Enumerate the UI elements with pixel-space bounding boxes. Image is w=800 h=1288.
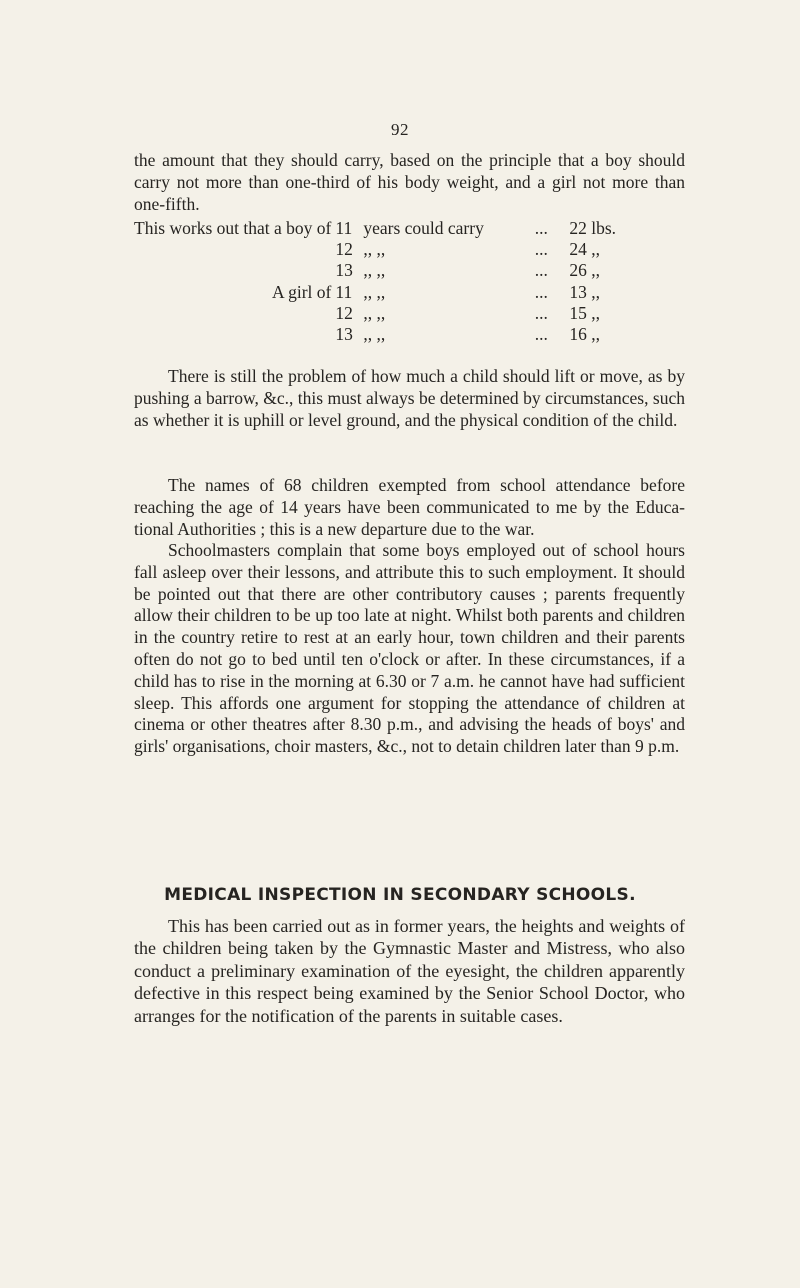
row-description: years could carry [363, 218, 484, 238]
weights-row [134, 303, 616, 324]
row-weight: 26 ,, [569, 260, 600, 281]
weights-row [134, 324, 616, 345]
row-leader-dots: ... [534, 281, 548, 302]
row-weight: 13 ,, [569, 281, 600, 302]
row-description: ,, ,, [363, 302, 386, 323]
row-description: ,, ,, [363, 281, 386, 302]
row-age: 11 [335, 218, 353, 238]
row-weight: 15 ,, [569, 302, 600, 323]
row-description: ,, ,, [363, 239, 386, 260]
row-lead-text [134, 324, 335, 345]
row-age: 13 [335, 324, 353, 345]
row-description: ,, ,, [363, 324, 386, 345]
weights-table [134, 218, 616, 345]
intro-paragraph: the amount that they should carry, based on the principle that a boy should carry not more than one-third of his body weight, and a girl not more than one-fifth. [134, 150, 685, 214]
medical-inspection-paragraph: This has been carried out as in former years, the heights and weights of the children being taken by the Gymnastic Master and Mistress, who also conduct a preliminary examination of the eyesight, the children apparently defective in this respect being examined by the Senior School Doctor, who arranges for the notification of the parents in suitable cases. [134, 916, 685, 1026]
page-number: 92 [391, 120, 409, 139]
row-leader-dots: ... [534, 302, 548, 323]
row-age: 13 [335, 260, 353, 281]
row-lead-text [134, 303, 335, 324]
row-lead-text [134, 239, 335, 260]
row-weight: 16 ,, [569, 324, 600, 345]
row-leader-dots: ... [534, 260, 548, 281]
row-age: 11 [335, 281, 353, 302]
weights-table-body [134, 218, 616, 345]
weights-row [134, 218, 616, 239]
row-weight: 24 ,, [569, 239, 600, 260]
row-age: 12 [335, 302, 353, 323]
exempted-children-paragraph: The names of 68 children exempted from school attendance before reaching the age of 14 years have been communicated to me by the Educa-tional Authorities ; this is a new departure due to the war. [134, 475, 685, 539]
row-lead-text: This works out that a boy of [134, 218, 332, 238]
section-heading: MEDICAL INSPECTION IN SECONDARY SCHOOLS. [164, 885, 636, 905]
lifting-problem-paragraph: There is still the problem of how much a child should lift or move, as by pushing a barrow, &c., this must always be determined by circumstances, such as whether it is uphill or level ground, and the physical condition of the child. [134, 366, 685, 430]
row-description: ,, ,, [363, 260, 386, 281]
weights-row [134, 260, 616, 281]
row-leader-dots: ... [534, 239, 548, 260]
weights-row [134, 239, 616, 260]
row-lead-text [134, 260, 335, 281]
row-age: 12 [335, 239, 353, 260]
schoolmasters-paragraph: Schoolmasters complain that some boys employed out of school hours fall asleep over their lessons, and attribute this to such employment. It should be pointed out that there are other contributory causes ; parents frequently allow their children to be up too late at night. Whilst both parents and children in the country retire to rest at an early hour, town children and their parents often do not go to bed until ten o'clock or after. In these circumstances, if a child has to rise in the morning at 6.30 or 7 a.m. he cannot have had sufficient sleep. This affords one argument for stopping the attendance of children at cinema or other theatres after 8.30 p.m., and advising the heads of boys' and girls' organisations, choir masters, &c., not to detain children later than 9 p.m. [134, 540, 685, 757]
weights-row [134, 282, 616, 303]
row-lead-text: A girl of [272, 281, 332, 302]
row-leader-dots: ... [534, 218, 548, 238]
row-leader-dots: ... [534, 324, 548, 345]
row-weight: 22 lbs. [569, 218, 617, 238]
